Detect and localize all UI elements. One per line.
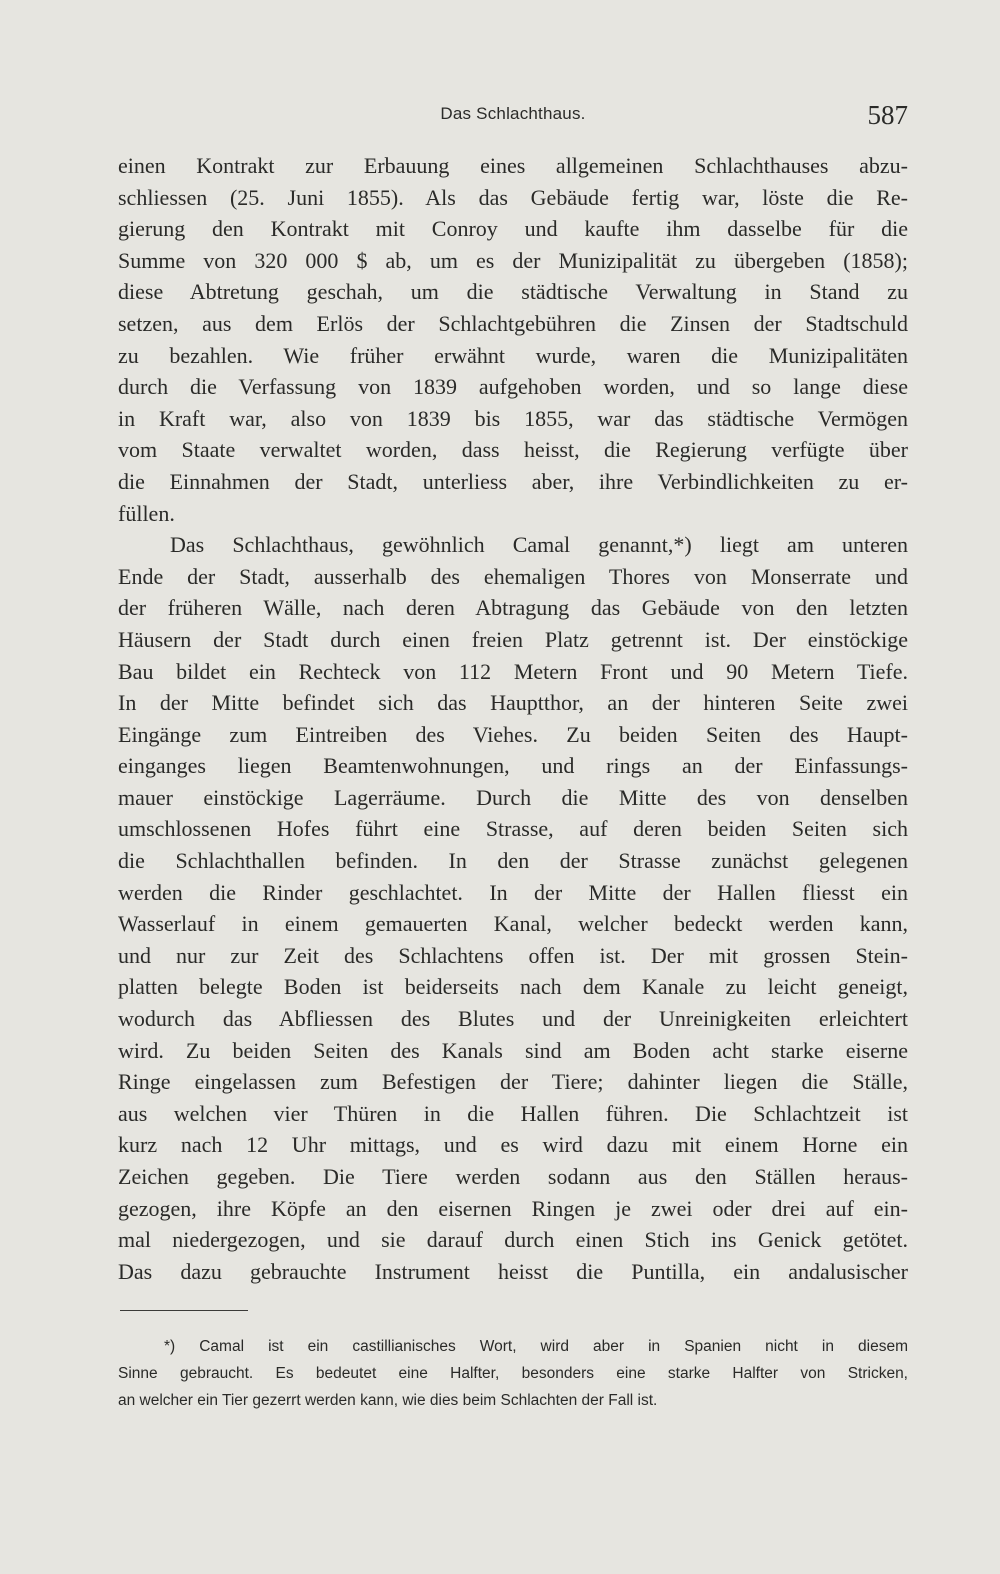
text-line: mal niedergezogen, und sie darauf durch einen Stich ins Genick getötet. — [118, 1227, 908, 1253]
text-line: die Schlachthallen befinden. In den der Strasse zunächst gelegenen — [118, 848, 908, 874]
paragraph-start-line: Das Schlachthaus, gewöhnlich Camal genannt,*) liegt am unteren — [170, 532, 908, 558]
text-line: Häusern der Stadt durch einen freien Platz getrennt ist. Der einstöckige — [118, 626, 908, 652]
text-line: die Einnahmen der Stadt, unterliess aber, ihre Verbindlichkeiten zu er- — [118, 468, 908, 494]
page-number: 587 — [867, 100, 908, 130]
text-line: durch die Verfassung von 1839 aufgehoben worden, und so lange diese — [118, 374, 908, 400]
footnote-line: Sinne gebraucht. Es bedeutet eine Halfter, besonders eine starke Halfter von Stricken, — [118, 1365, 908, 1382]
text-line: gierung den Kontrakt mit Conroy und kaufte ihm dasselbe für die — [118, 216, 908, 242]
footnote-divider — [120, 1310, 248, 1311]
text-line: aus welchen vier Thüren in die Hallen führen. Die Schlachtzeit ist — [118, 1100, 908, 1126]
text-line: Ringe eingelassen zum Befestigen der Tiere; dahinter liegen die Ställe, — [118, 1069, 908, 1095]
text-line: In der Mitte befindet sich das Hauptthor, an der hinteren Seite zwei — [118, 690, 908, 716]
text-line: Ende der Stadt, ausserhalb des ehemaligen Thores von Monserrate und — [118, 563, 908, 589]
text-line: umschlossenen Hofes führt eine Strasse, auf deren beiden Seiten sich — [118, 816, 908, 842]
text-line: der früheren Wälle, nach deren Abtragung das Gebäude von den letzten — [118, 595, 908, 621]
text-line: platten belegte Boden ist beiderseits nach dem Kanale zu leicht geneigt, — [118, 974, 908, 1000]
text-line: Wasserlauf in einem gemauerten Kanal, welcher bedeckt werden kann, — [118, 911, 908, 937]
running-head — [118, 100, 908, 132]
text-line: wodurch das Abfliessen des Blutes und der Unreinigkeiten erleichtert — [118, 1006, 908, 1032]
text-line: Zeichen gegeben. Die Tiere werden sodann aus den Ställen heraus- — [118, 1164, 908, 1189]
text-line: Summe von 320 000 $ ab, um es der Munizipalität zu übergeben (1858); — [118, 247, 908, 273]
footnote-line: an welcher ein Tier gezerrt werden kann, wie dies beim Schlachten der Fall ist. — [118, 1392, 658, 1409]
running-title: Das Schlachthaus. — [440, 104, 586, 123]
text-line: Eingänge zum Eintreiben des Viehes. Zu beiden Seiten des Haupt- — [118, 721, 908, 747]
footnote-line: *) Camal ist ein castillianisches Wort, wird aber in Spanien nicht in diesem — [164, 1338, 908, 1355]
text-line: einen Kontrakt zur Erbauung eines allgemeinen Schlachthauses abzu- — [118, 153, 908, 178]
text-line: einganges liegen Beamtenwohnungen, und rings an der Einfassungs- — [118, 753, 908, 779]
text-line: füllen. — [118, 500, 175, 526]
text-line: werden die Rinder geschlachtet. In der Mitte der Hallen fliesst ein — [118, 879, 908, 905]
text-line: in Kraft war, also von 1839 bis 1855, war das städtische Vermögen — [118, 405, 908, 431]
text-line: wird. Zu beiden Seiten des Kanals sind am Boden acht starke eiserne — [118, 1037, 908, 1063]
body-text — [118, 150, 908, 1287]
text-line: Bau bildet ein Rechteck von 112 Metern Front und 90 Metern Tiefe. — [118, 658, 908, 684]
text-line: mauer einstöckige Lagerräume. Durch die Mitte des von denselben — [118, 784, 908, 810]
text-line: setzen, aus dem Erlös der Schlachtgebühren die Zinsen der Stadtschuld — [118, 310, 908, 336]
text-line: diese Abtretung geschah, um die städtische Verwaltung in Stand zu — [118, 279, 908, 305]
text-line: vom Staate verwaltet worden, dass heisst, die Regierung verfügte über — [118, 437, 908, 463]
footnote — [118, 1333, 908, 1414]
text-line: und nur zur Zeit des Schlachtens offen ist. Der mit grossen Stein- — [118, 942, 908, 968]
text-line: Das dazu gebrauchte Instrument heisst die Puntilla, ein andalusischer — [118, 1258, 908, 1284]
text-line: kurz nach 12 Uhr mittags, und es wird dazu mit einem Horne ein — [118, 1132, 908, 1158]
text-line: schliessen (25. Juni 1855). Als das Gebäude fertig war, löste die Re- — [118, 184, 908, 210]
text-line: zu bezahlen. Wie früher erwähnt wurde, waren die Munizipalitäten — [118, 342, 908, 368]
text-line: gezogen, ihre Köpfe an den eisernen Ringen je zwei oder drei auf ein- — [118, 1195, 908, 1221]
